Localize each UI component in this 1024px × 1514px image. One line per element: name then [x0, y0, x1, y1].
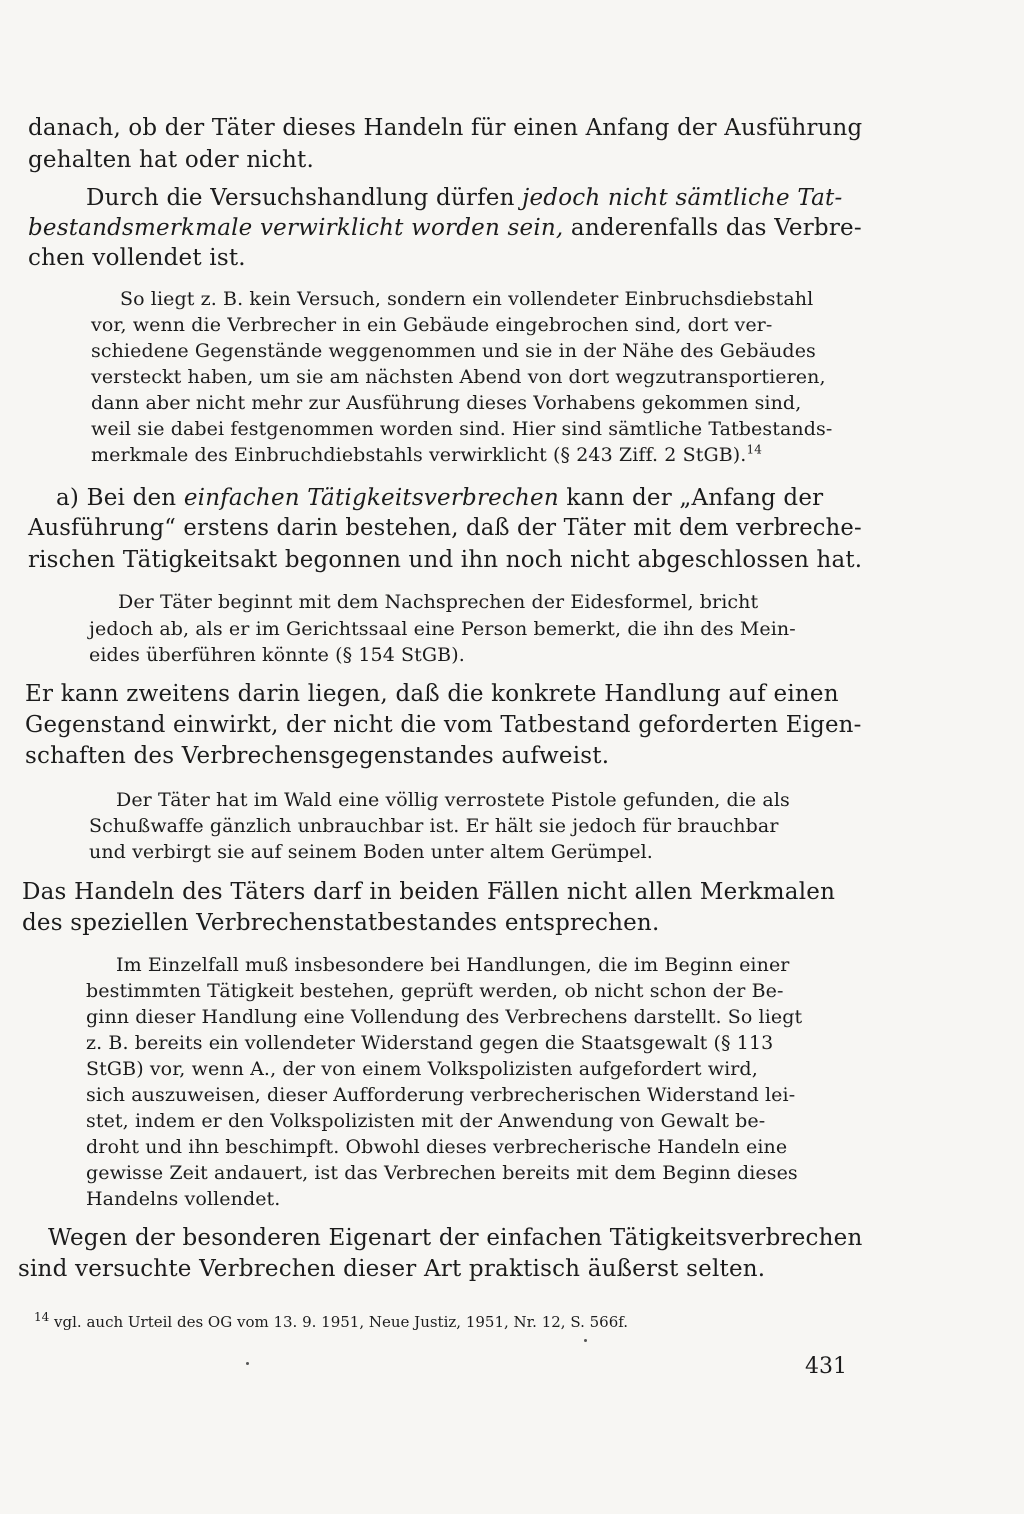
footnote	[34, 1310, 629, 1331]
example-2-line: eides überführen könnte (§ 154 StGB).	[89, 644, 465, 666]
footnote-text: vgl. auch Urteil des OG vom 13. 9. 1951, Neue Justiz, 1951, Nr. 12, S. 566f.	[49, 1313, 629, 1331]
example-1-line: schiedene Gegenstände weggenommen und sie in der Nähe des Gebäudes	[91, 340, 816, 362]
paragraph-3-line: Gegenstand einwirkt, der nicht die vom Tatbestand geforderten Eigen-	[25, 712, 862, 738]
example-2-line: jedoch ab, als er im Gerichtssaal eine Person bemerkt, die ihn des Mein-	[89, 618, 796, 640]
example-4-line: Handelns vollendet.	[86, 1188, 281, 1210]
paragraph-2-line-2	[28, 215, 862, 241]
example-4-line: sich auszuweisen, dieser Aufforderung verbrecherischen Widerstand lei-	[86, 1084, 796, 1106]
example-4-line: StGB) vor, wenn A., der von einem Volkspolizisten aufgefordert wird,	[86, 1058, 758, 1080]
example-4-line: gewisse Zeit andauert, ist das Verbrechen bereits mit dem Beginn dieses	[86, 1162, 798, 1184]
example-4-line: z. B. bereits ein vollendeter Widerstand gegen die Staatsgewalt (§ 113	[86, 1032, 774, 1054]
page-number: 431	[805, 1354, 847, 1379]
scan-speck	[246, 1362, 249, 1365]
example-4-line: stet, indem er den Volkspolizisten mit der Anwendung von Gewalt be-	[86, 1110, 766, 1132]
example-1-line: So liegt z. B. kein Versuch, sondern ein vollendeter Einbruchsdiebstahl	[120, 288, 814, 310]
example-3-line: und verbirgt sie auf seinem Boden unter altem Gerümpel.	[89, 841, 653, 863]
footnote-number: 14	[34, 1310, 50, 1324]
example-3-line: Der Täter hat im Wald eine völlig verrostete Pistole gefunden, die als	[116, 789, 790, 811]
paragraph-a-text: a) Bei den	[56, 485, 184, 511]
example-1-line: vor, wenn die Verbrecher in ein Gebäude eingebrochen sind, dort ver-	[91, 314, 773, 336]
paragraph-1-line-1: danach, ob der Täter dieses Handeln für einen Anfang der Ausführung	[28, 115, 863, 141]
paragraph-3-line: schaften des Verbrechensgegenstandes aufweist.	[25, 743, 610, 769]
example-1-line: dann aber nicht mehr zur Ausführung dieses Vorhabens gekommen sind,	[91, 392, 802, 414]
example-4-line: droht und ihn beschimpft. Obwohl dieses verbrecherische Handeln eine	[86, 1136, 788, 1158]
paragraph-2-line-1	[86, 185, 842, 211]
paragraph-4-line: des speziellen Verbrechenstatbestandes entsprechen.	[22, 910, 660, 936]
paragraph-2-line-3: chen vollendet ist.	[28, 245, 246, 271]
example-2-line: Der Täter beginnt mit dem Nachsprechen der Eidesformel, bricht	[118, 591, 759, 613]
example-1-last-text: merkmale des Einbruchdiebstahls verwirklicht (§ 243 Ziff. 2 StGB).	[91, 444, 747, 466]
paragraph-5-line: Wegen der besonderen Eigenart der einfachen Tätigkeitsverbrechen	[48, 1225, 863, 1251]
paragraph-a-emphasis: einfachen Tätigkeitsverbrechen	[183, 485, 559, 511]
paragraph-2-text: anderenfalls das Verbre-	[563, 215, 862, 241]
paragraph-2-text: Durch die Versuchshandlung dürfen	[86, 185, 523, 211]
example-3-line: Schußwaffe gänzlich unbrauchbar ist. Er hält sie jedoch für brauchbar	[89, 815, 779, 837]
paragraph-a-line-3: rischen Tätigkeitsakt begonnen und ihn noch nicht abgeschlossen hat.	[28, 547, 863, 573]
example-4-line: Im Einzelfall muß insbesondere bei Handlungen, die im Beginn einer	[116, 954, 790, 976]
scan-speck	[584, 1339, 587, 1342]
paragraph-2-emphasis: jedoch nicht sämtliche Tat-	[522, 185, 843, 211]
example-4-line: ginn dieser Handlung eine Vollendung des Verbrechens darstellt. So liegt	[86, 1006, 803, 1028]
footnote-reference: 14	[746, 442, 762, 457]
example-1-line	[91, 444, 762, 466]
paragraph-3-line: Er kann zweitens darin liegen, daß die konkrete Handlung auf einen	[25, 681, 839, 707]
paragraph-a-line-1	[56, 485, 823, 511]
paragraph-1-line-2: gehalten hat oder nicht.	[28, 147, 314, 173]
paragraph-2-emphasis: bestandsmerkmale verwirklicht worden sein,	[28, 215, 564, 241]
example-1-line: versteckt haben, um sie am nächsten Abend von dort wegzutransportieren,	[91, 366, 826, 388]
paragraph-a-line-2: Ausführung“ erstens darin bestehen, daß der Täter mit dem verbreche-	[28, 515, 862, 541]
example-1-line: weil sie dabei festgenommen worden sind. Hier sind sämtliche Tatbestands-	[91, 418, 833, 440]
paragraph-4-line: Das Handeln des Täters darf in beiden Fällen nicht allen Merkmalen	[22, 879, 836, 905]
paragraph-a-text: kann der „Anfang der	[558, 485, 824, 511]
paragraph-5-line: sind versuchte Verbrechen dieser Art praktisch äußerst selten.	[18, 1256, 766, 1282]
example-4-line: bestimmten Tätigkeit bestehen, geprüft werden, ob nicht schon der Be-	[86, 980, 784, 1002]
